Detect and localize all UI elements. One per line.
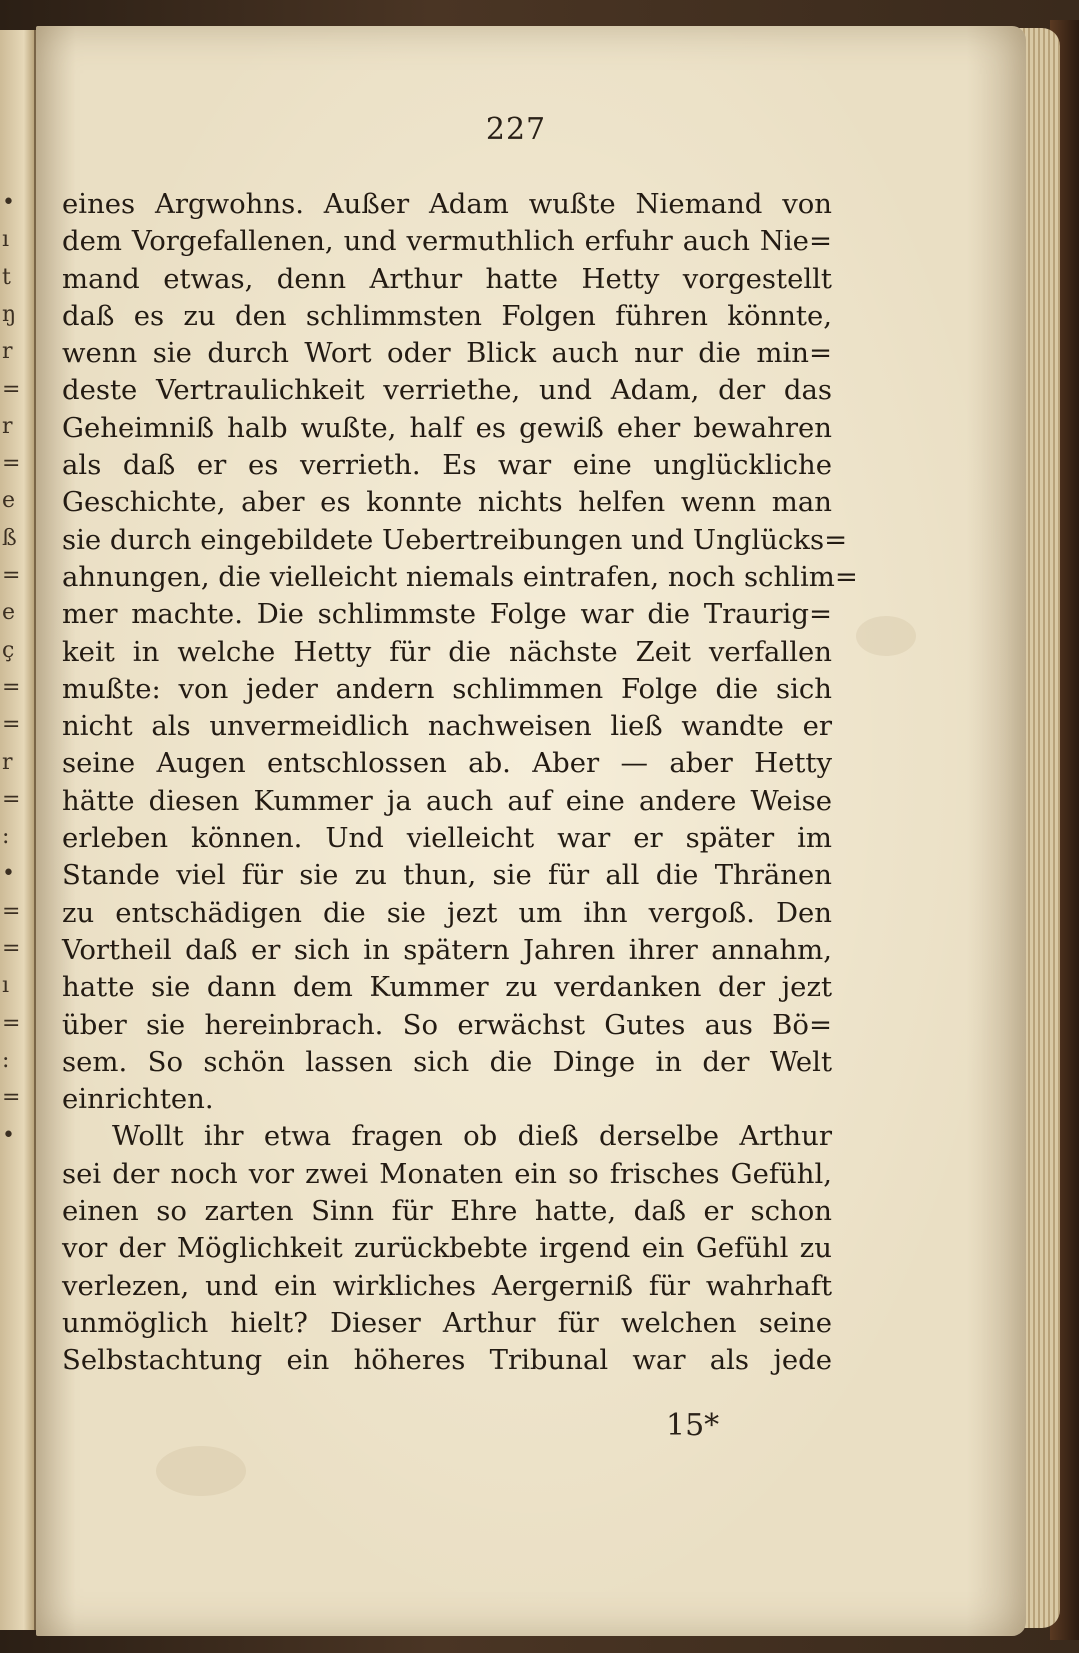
text-line: Vortheil daß er sich in spätern Jahren ihrer annahm, [62,933,832,966]
text-line: verlezen, und ein wirkliches Aergerniß für wahrhaft [62,1269,832,1302]
paragraph [62,1118,832,1379]
facing-page-glyph: t [2,264,11,290]
body-text [62,186,858,1380]
facing-page-glyph: = [2,1085,21,1111]
paper-stain [156,1446,246,1496]
facing-page-glyph: = [2,563,21,588]
facing-page-edge [0,30,36,1630]
text-line: sei der noch vor zwei Monaten ein so frisches Gefühl, [62,1157,832,1190]
text-line: eines Argwohns. Außer Adam wußte Niemand von [62,188,832,220]
text-line: mer machte. Die schlimmste Folge war die Traurig= [62,598,832,631]
facing-page-glyph: e [2,488,16,514]
facing-page-glyph: r [2,413,13,439]
text-line: über sie hereinbrach. So erwächst Gutes aus Bö= [62,1008,832,1041]
facing-page-glyph: • [2,1122,15,1148]
text-line: sem. So schön lassen sich die Dinge in der Welt [62,1045,832,1078]
text-line: nicht als unvermeidlich nachweisen ließ wandte er [62,710,832,743]
paragraph [62,186,858,1118]
facing-page-glyph: = [2,1010,21,1036]
text-line: mand etwas, denn Arthur hatte Hetty vorgestellt [62,262,832,295]
text-line: erleben können. Und vielleicht war er später im [62,822,832,855]
facing-page-glyph: = [2,898,21,924]
text-line: Stande viel für sie zu thun, sie für all die Thränen [62,859,832,892]
text-line: Wollt ihr etwa fragen ob dieß derselbe Arthur [112,1120,832,1153]
facing-page-glyph: ı [2,973,10,999]
text-line: vor der Möglichkeit zurückbebte irgend ein Gefühl zu [62,1232,832,1265]
text-line: einen so zarten Sinn für Ehre hatte, daß er schon [62,1195,832,1228]
facing-page-glyph: • [2,861,15,887]
facing-page-glyph: = [2,674,21,700]
text-line: einrichten. [62,1083,214,1116]
page-number: 227 [485,112,547,147]
text-line: keit in welche Hetty für die nächste Zeit verfallen [62,635,832,668]
facing-page-glyph: = [2,936,21,961]
text-line: daß es zu den schlimmsten Folgen führen könnte, [62,299,832,332]
facing-page-glyph: r [2,339,13,365]
text-line: hätte diesen Kummer ja auch auf eine andere Weise [62,784,832,817]
facing-page-glyph: = [2,451,21,477]
text-line: hatte sie dann dem Kummer zu verdanken der jezt [62,971,832,1004]
text-line: als daß er es verrieth. Es war eine unglückliche [62,449,832,482]
text-line: dem Vorgefallenen, und vermuthlich erfuhr auch Nie= [62,225,832,258]
text-line: seine Augen entschlossen ab. Aber — aber Hetty [62,747,832,780]
text-line: mußte: von jeder andern schlimmen Folge die sich [62,672,832,705]
facing-page-glyph: ç [2,637,15,663]
facing-page-glyph: : [2,824,10,850]
paper-stain [856,616,916,656]
facing-page-glyph: = [2,712,21,738]
facing-page-glyph: ı [2,227,10,253]
facing-page-glyph: : [2,1047,10,1073]
facing-page-glyph: ß [2,525,17,551]
text-line: unmöglich hielt? Dieser Arthur für welchen seine [62,1306,832,1339]
text-line: Geheimniß halb wußte, half es gewiß eher bewahren [62,411,832,444]
facing-page-glyph: • [2,190,15,215]
facing-page-glyph: e [2,600,16,626]
text-line: zu entschädigen die sie jezt um ihn vergoß. Den [62,896,832,929]
facing-page-glyph: r [2,749,13,775]
text-line: sie durch eingebildete Uebertreibungen und Unglücks= [62,523,848,556]
text-line: Geschichte, aber es konnte nichts helfen wenn man [62,486,832,519]
facing-page-glyph: ŋ [2,301,17,327]
text-line: wenn sie durch Wort oder Blick auch nur die min= [62,337,832,370]
book-page [36,26,1026,1636]
facing-page-glyph: = [2,376,21,402]
text-line: ahnungen, die vielleicht niemals eintrafen, noch schlim= [62,560,858,593]
signature-mark: 15* [666,1408,720,1443]
text-line: deste Vertraulichkeit verriethe, und Adam, der das [62,374,832,407]
facing-page-glyph: = [2,786,21,812]
text-line: Selbstachtung ein höheres Tribunal war als jede [62,1344,832,1377]
